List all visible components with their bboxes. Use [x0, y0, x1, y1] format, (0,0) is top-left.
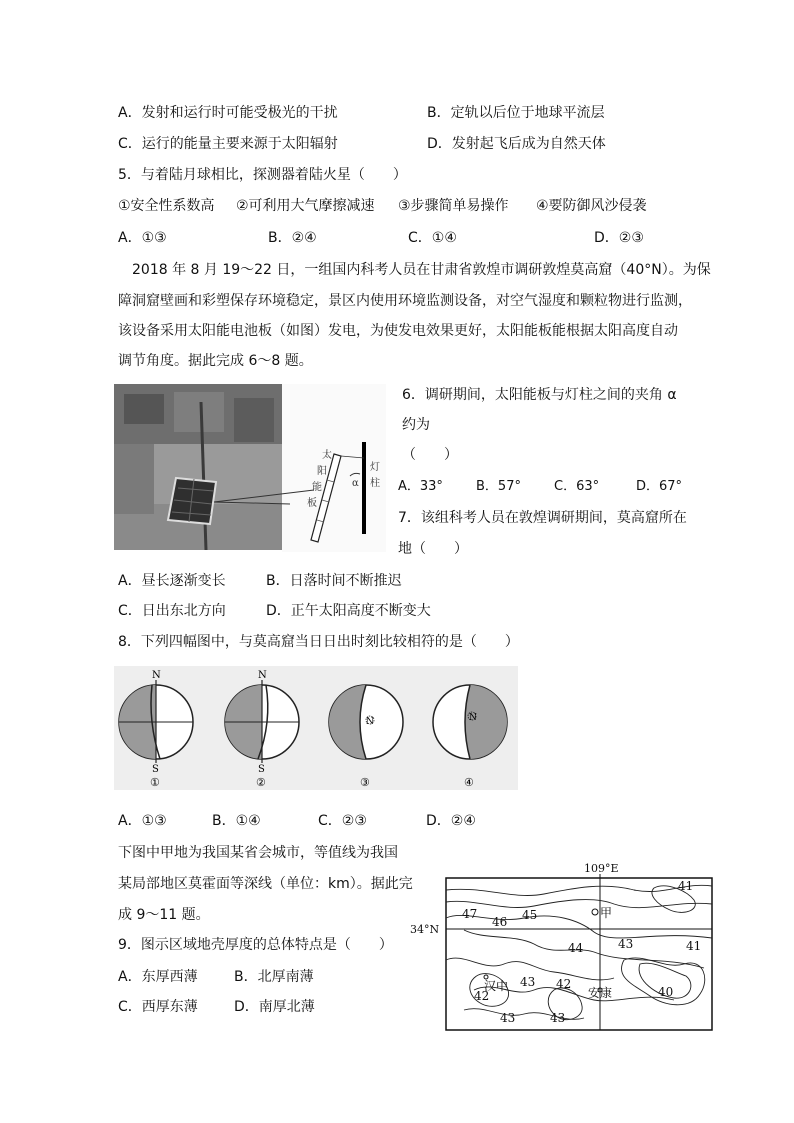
latitude-label: 34°N [410, 923, 440, 936]
q8-option-b: B．①④ [212, 813, 261, 829]
passage2-line-1: 下图中甲地为我国某省会城市，等值线为我国 [118, 845, 398, 861]
passage2-line-2: 某局部地区莫霍面等深线（单位：km）。据此完 [118, 876, 413, 892]
svg-text:阳: 阳 [317, 466, 327, 477]
q9-option-a: A．东厚西薄 [118, 969, 198, 985]
q7-option-c: C．日出东北方向 [118, 603, 226, 619]
contour-value: 41 [678, 879, 694, 893]
contour-value: 43 [618, 937, 634, 951]
q4-option-a: A．发射和运行时可能受极光的干扰 [118, 105, 338, 121]
moho-contour-map [404, 860, 716, 1036]
contour-value: 43 [550, 1011, 566, 1025]
globe-3-label: ③ [360, 776, 370, 789]
q9-option-b: B．北厚南薄 [234, 969, 314, 985]
globe-3-n: N [366, 717, 374, 727]
q7-stem-line-1: 7．该组科考人员在敦煌调研期间，莫高窟所在 [398, 510, 687, 526]
q5-item-4: ④要防御风沙侵袭 [536, 198, 647, 214]
q5-option-d: D．②③ [594, 230, 644, 246]
contour-value: 46 [492, 915, 508, 929]
contour-value: 43 [520, 975, 536, 989]
q5-option-b: B．②④ [268, 230, 317, 246]
q7-option-d: D．正午太阳高度不断变大 [266, 603, 431, 619]
globe-1-s: S [152, 764, 159, 775]
contour-value: 43 [500, 1011, 516, 1025]
contour-value: 41 [686, 939, 702, 953]
q5-item-2: ②可利用大气摩擦减速 [236, 198, 375, 214]
passage1-line-4: 调节角度。据此完成 6～8 题。 [118, 353, 313, 369]
svg-text:太: 太 [322, 450, 332, 461]
q5-option-a: A．①③ [118, 230, 167, 246]
passage1-line-1: 2018 年 8 月 19～22 日，一组国内科考人员在甘肃省敦煌市调研敦煌莫高窟（40°N）。为保 [132, 262, 711, 278]
q5-stem: 5．与着陆月球相比，探测器着陆火星（ ） [118, 167, 407, 183]
globes-figure [114, 666, 518, 790]
q7-stem-line-2: 地（ ） [398, 541, 468, 557]
q5-item-1: ①安全性系数高 [118, 198, 215, 214]
q6-option-d: D．67° [636, 479, 683, 494]
q8-stem: 8．下列四幅图中，与莫高窟当日日出时刻比较相符的是（ ） [118, 634, 519, 650]
q6-option-c: C．63° [554, 479, 600, 494]
q6-bracket: （ ） [402, 447, 458, 463]
contour-value: 42 [556, 977, 572, 991]
passage1-line-2: 障洞窟壁画和彩塑保存环境稳定，景区内使用环境监测设备，对空气湿度和颗粒物进行监测， [118, 293, 692, 309]
q6-stem-line-2: 约为 [402, 417, 430, 433]
contour-value: 42 [474, 989, 490, 1003]
q9-option-c: C．西厚东薄 [118, 999, 198, 1015]
city-ankang-label: 安康 [588, 986, 613, 1000]
moho-contour-map-svg [404, 860, 716, 1036]
longitude-label: 109°E [584, 862, 619, 875]
svg-text:灯: 灯 [370, 462, 380, 473]
svg-text:板: 板 [307, 498, 317, 509]
globe-4-label: ④ [464, 776, 474, 789]
q6-option-a: A．33° [398, 479, 443, 494]
solar-panel-figure-svg [114, 384, 386, 552]
q9-option-d: D．南厚北薄 [234, 999, 315, 1015]
q4-option-d: D．发射起飞后成为自然天体 [427, 136, 606, 152]
contour-value: 44 [568, 941, 584, 955]
solar-panel-figure [114, 384, 386, 552]
q5-item-3: ③步骤简单易操作 [398, 198, 509, 214]
globe-1-label: ① [150, 776, 160, 789]
city-jia-label: 甲 [600, 906, 613, 920]
contour-value: 40 [658, 985, 674, 999]
globe-4-n: N [469, 713, 477, 723]
svg-text:能: 能 [312, 482, 322, 493]
q4-option-c: C．运行的能量主要来源于太阳辐射 [118, 136, 338, 152]
city-hanzhong-label: 汉中 [484, 979, 509, 993]
q7-option-b: B．日落时间不断推迟 [266, 573, 402, 589]
q5-option-c: C．①④ [408, 230, 457, 246]
q8-option-c: C．②③ [318, 813, 367, 829]
globe-2-s: S [258, 764, 265, 775]
contour-value: 47 [462, 907, 478, 921]
globe-1-n: N [152, 670, 161, 681]
q6-stem-line-1: 6．调研期间，太阳能板与灯柱之间的夹角 α [402, 387, 677, 403]
passage1-line-3: 该设备采用太阳能电池板（如图）发电，为使发电效果更好，太阳能板能根据太阳高度自动 [118, 323, 678, 339]
globe-2-label: ② [256, 776, 266, 789]
globes-figure-svg [114, 666, 518, 790]
svg-text:柱: 柱 [370, 478, 380, 489]
angle-alpha-label: α [352, 478, 359, 489]
passage2-line-3: 成 9～11 题。 [118, 907, 210, 923]
q8-option-d: D．②④ [426, 813, 476, 829]
q7-option-a: A．昼长逐渐变长 [118, 573, 226, 589]
q4-option-b: B．定轨以后位于地球平流层 [427, 105, 605, 121]
q8-option-a: A．①③ [118, 813, 167, 829]
contour-value: 45 [522, 908, 538, 922]
q9-stem: 9．图示区域地壳厚度的总体特点是（ ） [118, 937, 393, 953]
globe-2-n: N [258, 670, 267, 681]
q6-option-b: B．57° [476, 479, 521, 494]
